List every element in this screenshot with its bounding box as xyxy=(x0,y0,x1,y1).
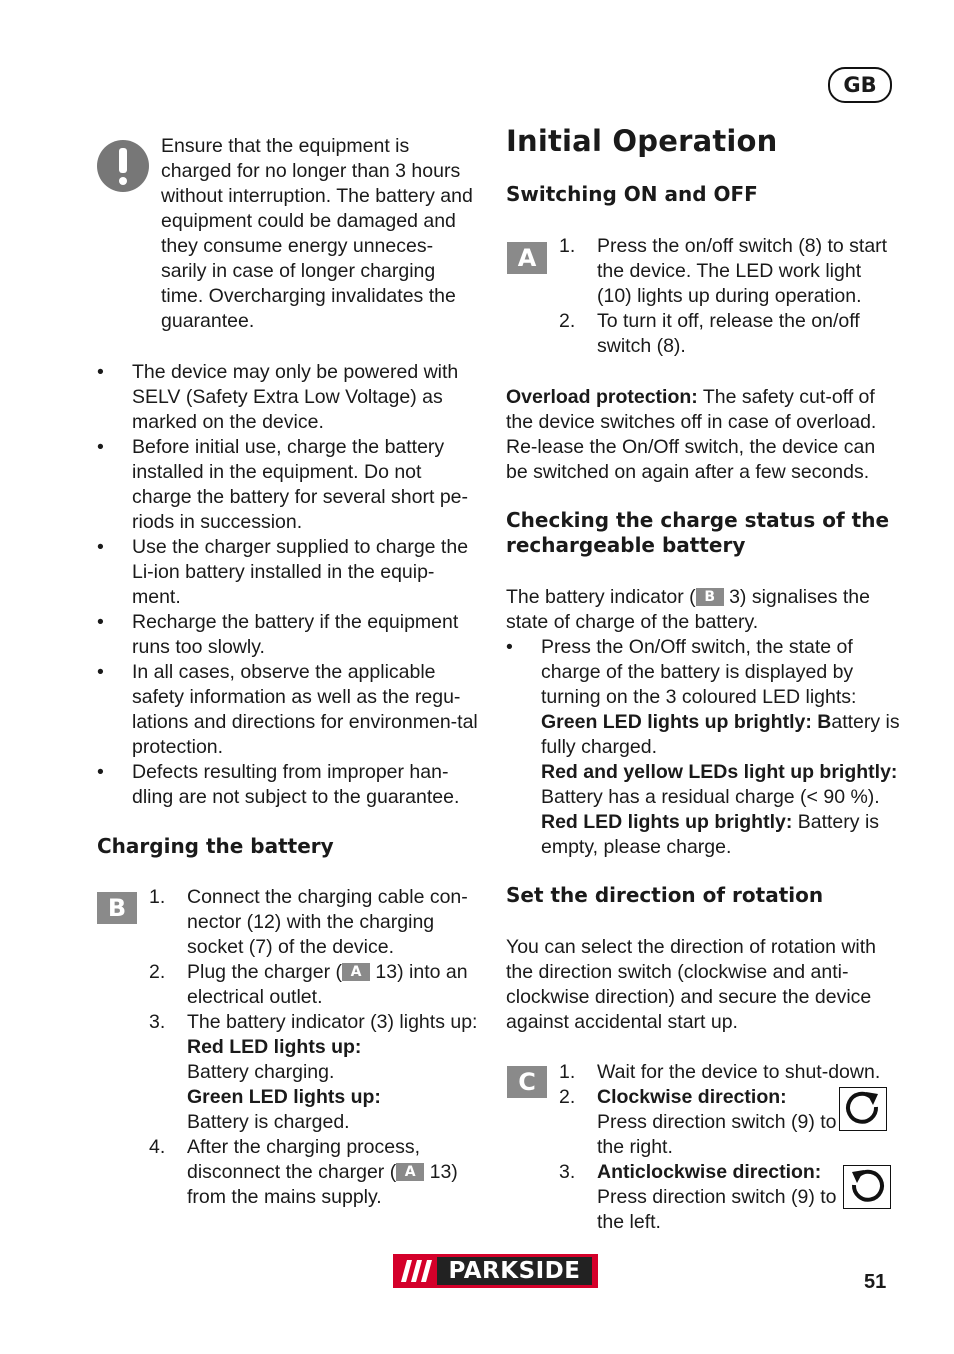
list-item: 1. Press the on/off switch (8) to start the device. The LED work light (10) lights up during operation. xyxy=(559,235,888,307)
list-item: 4. After the charging process, disconnect the charger ( A 13) from the mains supply. xyxy=(149,1136,458,1208)
language-badge: GB xyxy=(828,67,892,103)
list-item: • Before initial use, charge the battery installed in the equipment. Do not charge the battery for several short pe-riods in succession. xyxy=(97,435,479,535)
page-title: Initial Operation xyxy=(506,124,778,158)
bullet-list-left xyxy=(97,360,479,810)
list-item: 1. Wait for the device to shut-down. xyxy=(559,1061,881,1083)
list-item: 2. To turn it off, release the on/off switch (8). xyxy=(559,310,860,357)
list-item: • Use the charger supplied to charge the Li-ion battery installed in the equip-ment. xyxy=(97,535,479,610)
inline-badge-b: B xyxy=(696,588,724,606)
list-item: 2. Clockwise direction: Press direction switch (9) to the right. xyxy=(559,1086,837,1158)
logo-stripes-icon xyxy=(401,1260,435,1282)
figure-badge-a: A xyxy=(507,242,547,274)
charging-steps xyxy=(149,885,481,1210)
charge-status-intro: The battery indicator ( B 3) signalises the state of charge of the battery. xyxy=(506,586,870,633)
overload-paragraph: Overload protection: The safety cut-off of the device switches off in case of overload. Re-lease the On/Off switch, the device can be switched on again after a few seconds. xyxy=(506,386,877,483)
switching-steps xyxy=(559,234,899,359)
list-item: 1. Connect the charging cable con-nector (12) with the charging socket (7) of the device. xyxy=(149,886,468,958)
list-item: • Defects resulting from improper han-dling are not subject to the guarantee. xyxy=(97,760,479,810)
inline-badge-a: A xyxy=(342,963,370,981)
charging-heading: Charging the battery xyxy=(97,834,334,858)
clockwise-rotation-icon xyxy=(839,1087,887,1131)
list-item: • Press the On/Off switch, the state of charge of the battery is displayed by turning on the 3 coloured LED lights: Green LED lights up brightly: Battery is fully charged. Red and yellow LEDs light up brightly: Battery has a residual charge (< 90 %). Red LED lights up brightly: Battery is empty, please charge. xyxy=(506,635,900,860)
brand-logo xyxy=(393,1254,598,1288)
list-item: 2. Plug the charger ( A 13) into an electrical outlet. xyxy=(149,961,468,1008)
brand-name: PARKSIDE xyxy=(437,1257,592,1285)
charge-status-heading: Checking the charge status of the rechargeable battery xyxy=(506,508,890,557)
warning-icon xyxy=(97,140,149,192)
rotation-heading: Set the direction of rotation xyxy=(506,883,824,907)
list-item: 3. The battery indicator (3) lights up: Red LED lights up: Battery charging. Green LED lights up: Battery is charged. xyxy=(149,1011,478,1133)
rotation-intro: You can select the direction of rotation with the direction switch (clockwise and anti-clockwise direction) and secure the device against accidental start up. xyxy=(506,936,877,1033)
warning-text: Ensure that the equipment is charged for no longer than 3 hours without interruption. The battery and equipment could be damaged and they consume energy unneces-sarily in case of longer charging time. Overcharging invalidates the guarantee. xyxy=(161,135,473,332)
list-item: • In all cases, observe the applicable safety information as well as the regu-lations and directions for environmen-tal protection. xyxy=(97,660,479,760)
figure-badge-b: B xyxy=(97,892,137,924)
anticlockwise-rotation-icon xyxy=(843,1165,891,1209)
inline-badge-a: A xyxy=(396,1163,424,1181)
switching-heading: Switching ON and OFF xyxy=(506,182,758,206)
charge-status-list xyxy=(506,635,900,860)
list-item: • The device may only be powered with SELV (Safety Extra Low Voltage) as marked on the device. xyxy=(97,360,479,435)
figure-badge-c: C xyxy=(507,1066,547,1098)
list-item: • Recharge the battery if the equipment runs too slowly. xyxy=(97,610,479,660)
page-number: 51 xyxy=(864,1271,887,1293)
list-item: 3. Anticlockwise direction: Press direction switch (9) to the left. xyxy=(559,1161,837,1233)
